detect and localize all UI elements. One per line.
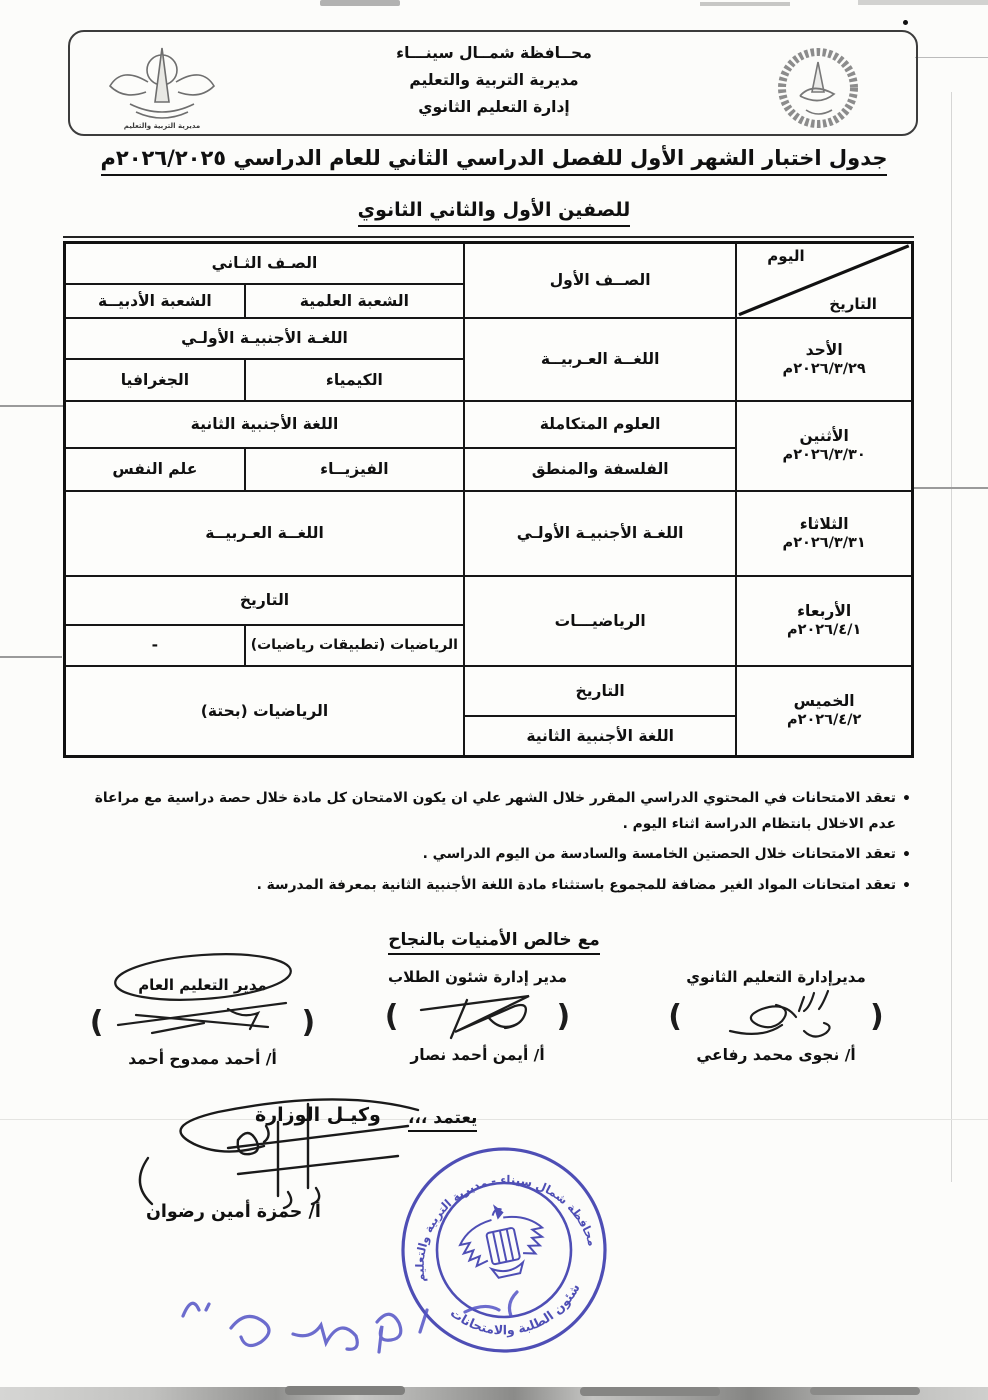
subject-cell: علم النفس [65, 448, 245, 491]
paren: ( [301, 1004, 316, 1040]
signature-block-secondary-director [645, 968, 907, 1064]
signature-scribble [403, 988, 553, 1044]
document-subtitle: للصفين الأول والثاني الثانوي [0, 199, 988, 221]
letterhead-text [0, 40, 988, 121]
approval-label: يعتمد ،،، [408, 1108, 477, 1132]
signature-scribble [686, 987, 866, 1045]
fold-mark [0, 405, 63, 407]
exam-schedule-table [63, 241, 914, 758]
paren: ) [384, 998, 399, 1034]
day-cell [736, 666, 912, 757]
signature-scribble [108, 969, 298, 1049]
schedule-table-wrapper [63, 236, 914, 758]
date-label: التاريخ [829, 294, 877, 313]
administration-line: إدارة التعليم الثانوي [418, 98, 570, 116]
day-name: الأثنين [799, 427, 849, 445]
subject-cell: اللغة الأجنبية الثانية [464, 716, 736, 757]
table-top-rule [63, 236, 914, 238]
day-cell [736, 401, 912, 491]
signature-block-general-education [70, 976, 335, 1068]
governorate-line: محــافظة شمــال سينـــاء [396, 44, 592, 62]
signatory-title: مدير التعليم العام [138, 976, 267, 994]
approval-title: وكيـل الوزارة [255, 1104, 381, 1126]
stamp-bottom-text: شئون الطلبة والامتحانات [447, 1280, 583, 1338]
note-item: • تعقد الامتحانات في المحتوي الدراسي المقرر خلال الشهر علي ان يكون الامتحان كل مادة خلال حصة دراسية مع مراعاة عدم الاخلال بانتظام الدراسة اثناء اليوم . [72, 786, 896, 837]
scan-smudge [858, 0, 988, 5]
diagonal-divider [737, 244, 911, 317]
document-title: جدول اختبار الشهر الأول للفصل الدراسي الثاني للعام الدراسي ٢٠٢٦/٢٠٢٥م [0, 146, 988, 170]
signatory-name: أ/ نجوى محمد رفاعي [696, 1046, 856, 1064]
day-date: ٢٠٢٦/٤/١م [786, 622, 862, 638]
paren: ( [870, 998, 884, 1034]
paren: ) [668, 998, 682, 1034]
paren: ) [89, 1004, 104, 1040]
subject-cell: الرياضيات (بحتة) [65, 666, 464, 757]
subject-cell: - [65, 625, 245, 666]
day-cell [736, 491, 912, 576]
subject-cell: اللغـة الأجنبيـة الأولـي [65, 318, 464, 359]
subject-cell: اللغــة العـربيــة [464, 318, 736, 401]
stamp-top-text: محافظة شمال سيناء - مديرية التربية والتعليم [412, 1172, 600, 1284]
subject-cell: اللغة الأجنبية الثانية [65, 401, 464, 448]
subject-cell: الكيمياء [245, 359, 464, 401]
scan-smudge [700, 2, 790, 6]
handwritten-ink-marks [165, 1282, 555, 1360]
signatory-name: أ/ أيمن أحمد نصار [410, 1046, 545, 1064]
note-item: • تعقد الامتحانات خلال الحصتين الخامسة والسادسة من اليوم الدراسي . [72, 842, 896, 868]
day-name: الأربعاء [797, 602, 852, 620]
subject-cell: الفيزيــاء [245, 448, 464, 491]
notes-section [72, 786, 914, 903]
day-date: ٢٠٢٦/٣/٢٩م [782, 360, 866, 377]
signature-block-students-affairs [360, 968, 595, 1064]
day-date: ٢٠٢٦/٣/٣٠م [782, 447, 866, 463]
day-name: الخميس [793, 692, 855, 711]
header-first-grade: الصــف الأول [464, 243, 736, 318]
scan-vertical-line [951, 92, 952, 1182]
signatory-title: مديرإدارة التعليم الثانوي [686, 968, 866, 986]
header-scientific-section: الشعبة العلمية [245, 284, 464, 318]
subject-cell: الجغرافيا [65, 359, 245, 401]
subject-cell: التاريخ [464, 666, 736, 716]
scan-dot [903, 20, 908, 25]
note-item: • تعقد امتحانات المواد الغير مضافة للمجموع باستثناء مادة اللغة الأجنبية الثانية بمعرفة المدرسة . [72, 873, 896, 899]
scan-smudge [320, 0, 400, 6]
day-cell [736, 318, 912, 401]
subject-cell: الرياضيـــات [464, 576, 736, 666]
day-label: اليوم [767, 247, 805, 265]
logo-caption: مديرية التربية والتعليم [123, 122, 201, 130]
corner-cell [736, 243, 912, 318]
scan-smudge [580, 1387, 720, 1396]
subject-cell: العلوم المتكاملة [464, 401, 736, 448]
day-date: ٢٠٢٦/٤/٢م [786, 712, 862, 729]
subject-cell: الفلسفة والمنطق [464, 448, 736, 491]
signatory-title: مدير إدارة شئون الطلاب [388, 968, 567, 986]
subject-cell: اللغـة الأجنبيـة الأولـي [464, 491, 736, 576]
notes-list [72, 786, 914, 898]
signatory-name: أ/ أحمد ممدوح أحمد [128, 1050, 277, 1068]
stamp-eagle-icon [454, 1198, 551, 1284]
subject-cell: اللغــة العـربيــة [65, 491, 464, 576]
fold-mark [0, 656, 62, 658]
approval-name: أ/ حمزة أمين رضوان [146, 1202, 321, 1222]
day-name: الأحد [805, 340, 843, 359]
day-date: ٢٠٢٦/٣/٣١م [782, 534, 866, 551]
header-literary-section: الشعبة الأدبيــة [65, 284, 245, 318]
subject-cell: الرياضيات (تطبيقات رياضيات) [245, 625, 464, 666]
paren: ( [556, 998, 571, 1034]
day-name: الثلاثاء [799, 514, 849, 533]
closing-wishes: مع خالص الأمنيات بالنجاح [0, 930, 988, 950]
day-cell [736, 576, 912, 666]
header-second-grade: الصـف الثـاني [65, 243, 464, 284]
directorate-line: مديرية التربية والتعليم [409, 71, 579, 89]
scan-smudge [810, 1387, 920, 1395]
fold-mark [912, 487, 988, 489]
scan-smudge [285, 1386, 405, 1395]
subject-cell: التاريخ [65, 576, 464, 625]
